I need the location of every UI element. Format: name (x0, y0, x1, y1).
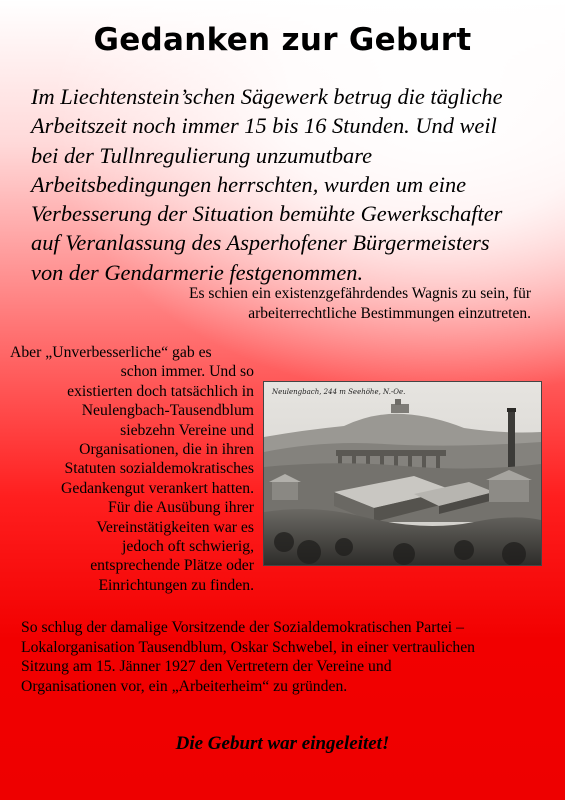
bottom-line: Lokalorganisation Tausendblum, Oskar Schwebel, in einer vertraulichen (21, 638, 476, 656)
lead-paragraph (31, 82, 561, 287)
left-column-line: existierten doch tatsächlich in (67, 382, 254, 400)
left-column-line: Statuten sozialdemokratisches (64, 460, 254, 478)
lead-line: Im Liechtenstein’schen Sägewerk betrug die tägliche (31, 84, 503, 109)
left-column-line: Organisationen, die in ihren (79, 441, 254, 459)
photo-illustration (264, 382, 541, 565)
historic-photo (263, 381, 542, 566)
left-column-line: siebzehn Vereine und (120, 421, 254, 439)
bottom-paragraph (21, 618, 561, 696)
left-column-line: Einrichtungen zu finden. (98, 576, 254, 594)
bottom-line: So schlug der damalige Vorsitzende der Sozialdemokratischen Partei – (21, 619, 464, 636)
note-line: arbeiterrechtliche Bestimmungen einzutreten. (248, 304, 531, 322)
left-column-line: entsprechende Plätze oder (90, 557, 254, 575)
left-column-paragraph (10, 343, 254, 595)
left-column-line: jedoch oft schwierig, (122, 538, 254, 556)
lead-line: auf Veranlassung des Asperhofener Bürgermeisters (31, 230, 490, 256)
left-column-line: Neulengbach-Tausendblum (81, 402, 254, 420)
lead-line: bei der Tullnregulierung unzumutbare (31, 142, 373, 168)
lead-line: Arbeitsbedingungen herrschten, wurden um eine (31, 171, 467, 197)
lead-line: von der Gendarmerie festgenommen. (31, 259, 364, 285)
photo-caption: Neulengbach, 244 m Seehöhe, N.-Oe. (272, 388, 406, 396)
bottom-line: Sitzung am 15. Jänner 1927 den Vertretern der Vereine und (21, 658, 392, 676)
left-column-line: Aber „Unverbesserliche“ gab es (10, 344, 212, 361)
left-column-line: schon immer. Und so (120, 363, 254, 381)
note-line: Es schien ein existenzgefährdendes Wagnis zu sein, für (189, 285, 531, 302)
page-title: Gedanken zur Geburt (93, 22, 472, 58)
left-column-line: Für die Ausübung ihrer (108, 499, 254, 517)
note-paragraph (51, 284, 531, 323)
closing-statement: Die Geburt war eingeleitet! (175, 733, 390, 754)
lead-line: Verbesserung der Situation bemühte Gewerkschafter (31, 201, 503, 227)
left-column-line: Vereinstätigkeiten war es (96, 518, 254, 536)
bottom-line: Organisationen vor, ein „Arbeiterheim“ zu gründen. (21, 677, 348, 695)
left-column-line: Gedankengut verankert hatten. (61, 479, 254, 497)
lead-line: Arbeitszeit noch immer 15 bis 16 Stunden. Und weil (31, 113, 497, 139)
